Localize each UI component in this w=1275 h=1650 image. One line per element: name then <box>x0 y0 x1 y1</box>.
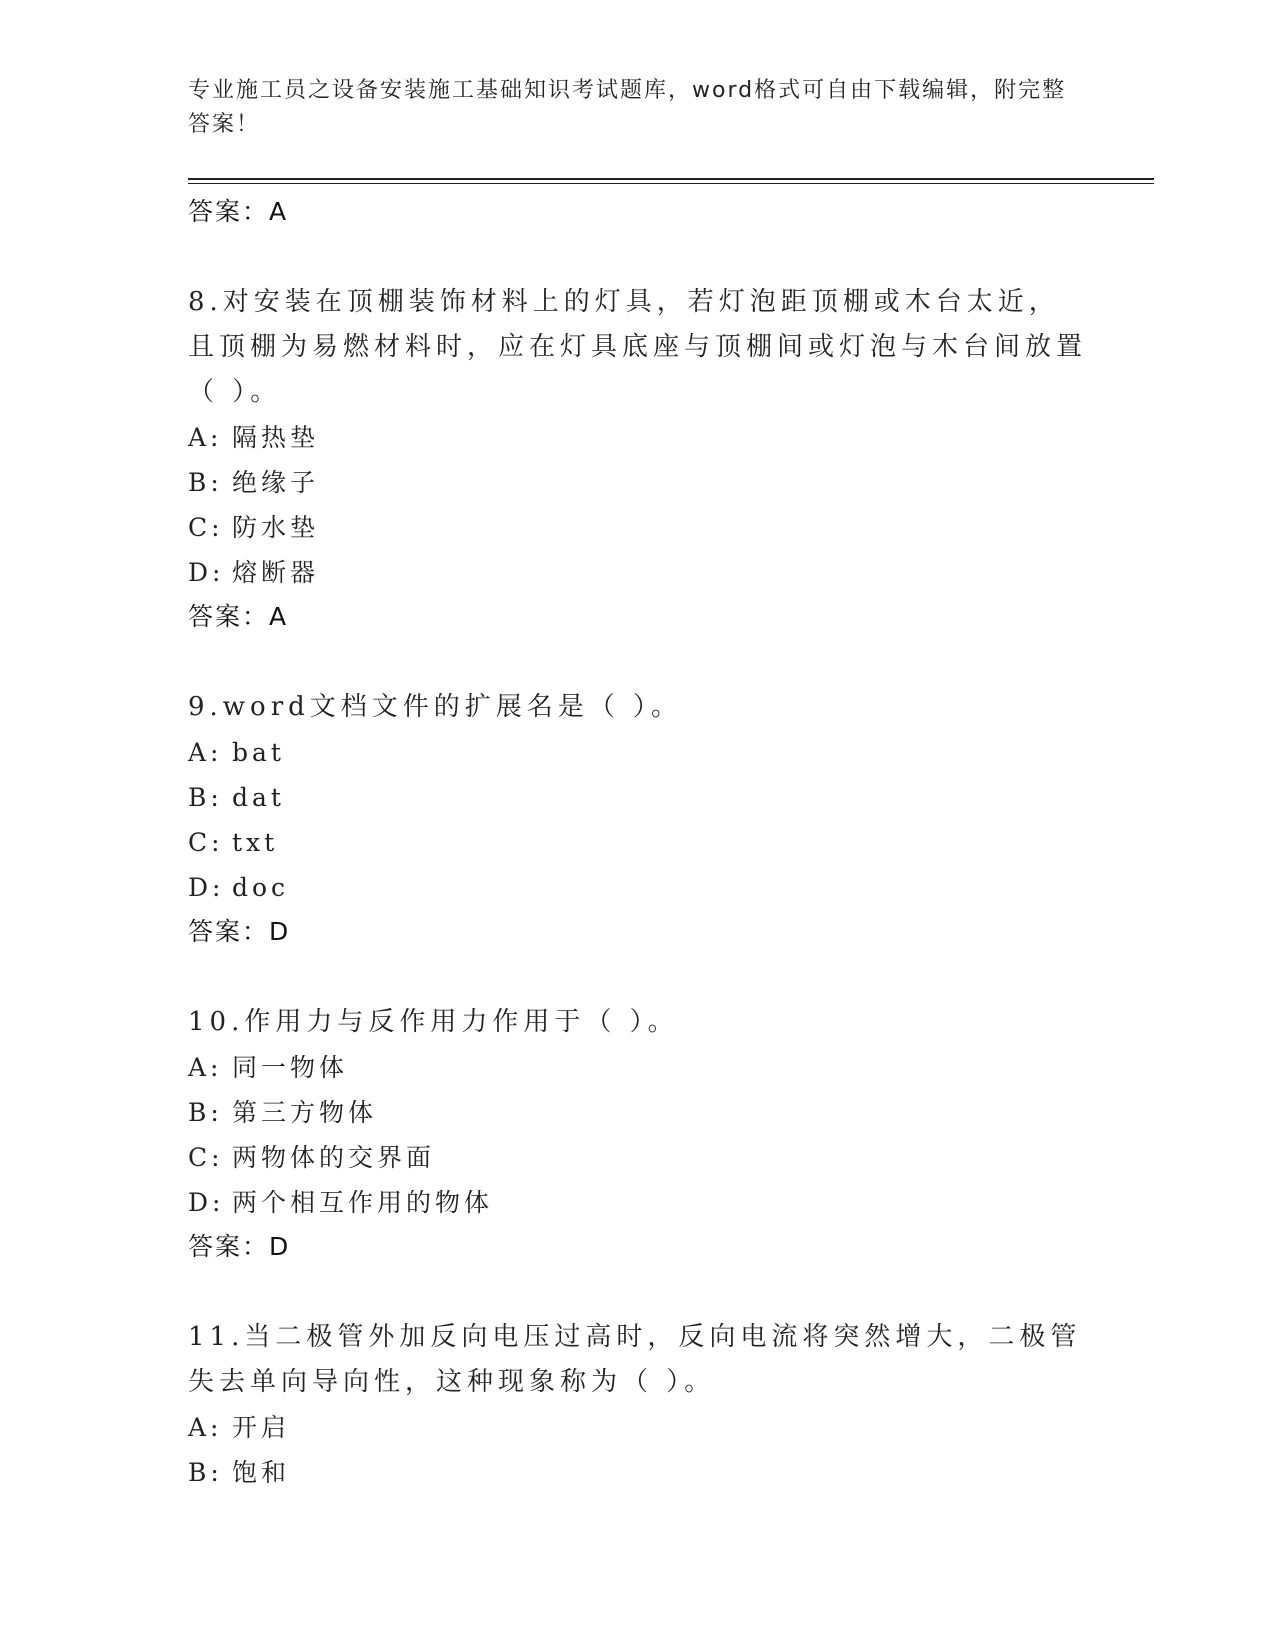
option-c <box>188 505 1088 550</box>
option-a <box>188 730 1088 775</box>
option-d <box>188 865 1088 910</box>
answer: 答案：D <box>188 917 291 946</box>
option-text: 开启 <box>232 1413 291 1442</box>
question-9 <box>188 685 1088 954</box>
option-letter: C: <box>188 828 224 857</box>
option-text: bat <box>232 738 285 767</box>
option-text: dat <box>232 783 285 812</box>
previous-answer: 答案：A <box>188 197 289 226</box>
option-letter: D: <box>188 558 225 587</box>
option-letter: A: <box>188 738 223 767</box>
option-letter: B: <box>188 1098 223 1127</box>
option-c <box>188 820 1088 865</box>
option-a <box>188 1045 1088 1090</box>
option-a <box>188 415 1088 460</box>
option-letter: B: <box>188 1458 223 1487</box>
option-text: 两个相互作用的物体 <box>232 1188 494 1217</box>
option-text: 两物体的交界面 <box>232 1143 436 1172</box>
page-header: 专业施工员之设备安装施工基础知识考试题库，word格式可自由下载编辑，附完整答案！ <box>188 78 1067 137</box>
question-11 <box>188 1315 1088 1495</box>
option-letter: D: <box>188 873 225 902</box>
option-d <box>188 550 1088 595</box>
option-b <box>188 1090 1088 1135</box>
question-10 <box>188 1000 1088 1269</box>
option-b <box>188 775 1088 820</box>
option-a <box>188 1405 1088 1450</box>
document-body <box>188 190 1088 1495</box>
option-text: 第三方物体 <box>232 1098 378 1127</box>
question-8 <box>188 280 1088 639</box>
question-text: 11.当二极管外加反向电压过高时，反向电流将突然增大，二极管失去单向导向性，这种现象称为（ ）。 <box>188 1322 1082 1397</box>
option-letter: D: <box>188 1188 225 1217</box>
header-rule-thin <box>188 183 1154 184</box>
option-letter: A: <box>188 423 223 452</box>
option-letter: A: <box>188 1413 223 1442</box>
option-text: txt <box>232 828 279 857</box>
option-text: doc <box>232 873 290 902</box>
option-b <box>188 1450 1088 1495</box>
option-letter: B: <box>188 468 223 497</box>
option-text: 同一物体 <box>232 1053 349 1082</box>
option-d <box>188 1180 1088 1225</box>
option-letter: C: <box>188 513 224 542</box>
option-text: 绝缘子 <box>232 468 320 497</box>
option-text: 饱和 <box>232 1458 291 1487</box>
option-letter: C: <box>188 1143 224 1172</box>
answer: 答案：D <box>188 1232 291 1261</box>
answer: 答案：A <box>188 602 289 631</box>
option-b <box>188 460 1088 505</box>
option-text: 隔热垫 <box>232 423 320 452</box>
option-c <box>188 1135 1088 1180</box>
question-text: 9.word文档文件的扩展名是（ ）。 <box>188 692 683 722</box>
option-text: 熔断器 <box>232 558 320 587</box>
option-text: 防水垫 <box>232 513 320 542</box>
question-text: 8.对安装在顶棚装饰材料上的灯具，若灯泡距顶棚或木台太近，且顶棚为易燃材料时，应在灯具底座与顶棚间或灯泡与木台间放置（ ）。 <box>188 287 1088 407</box>
option-letter: A: <box>188 1053 223 1082</box>
option-letter: B: <box>188 783 223 812</box>
header-rule-thick <box>188 178 1154 180</box>
question-text: 10.作用力与反作用力作用于（ ）。 <box>188 1007 679 1037</box>
